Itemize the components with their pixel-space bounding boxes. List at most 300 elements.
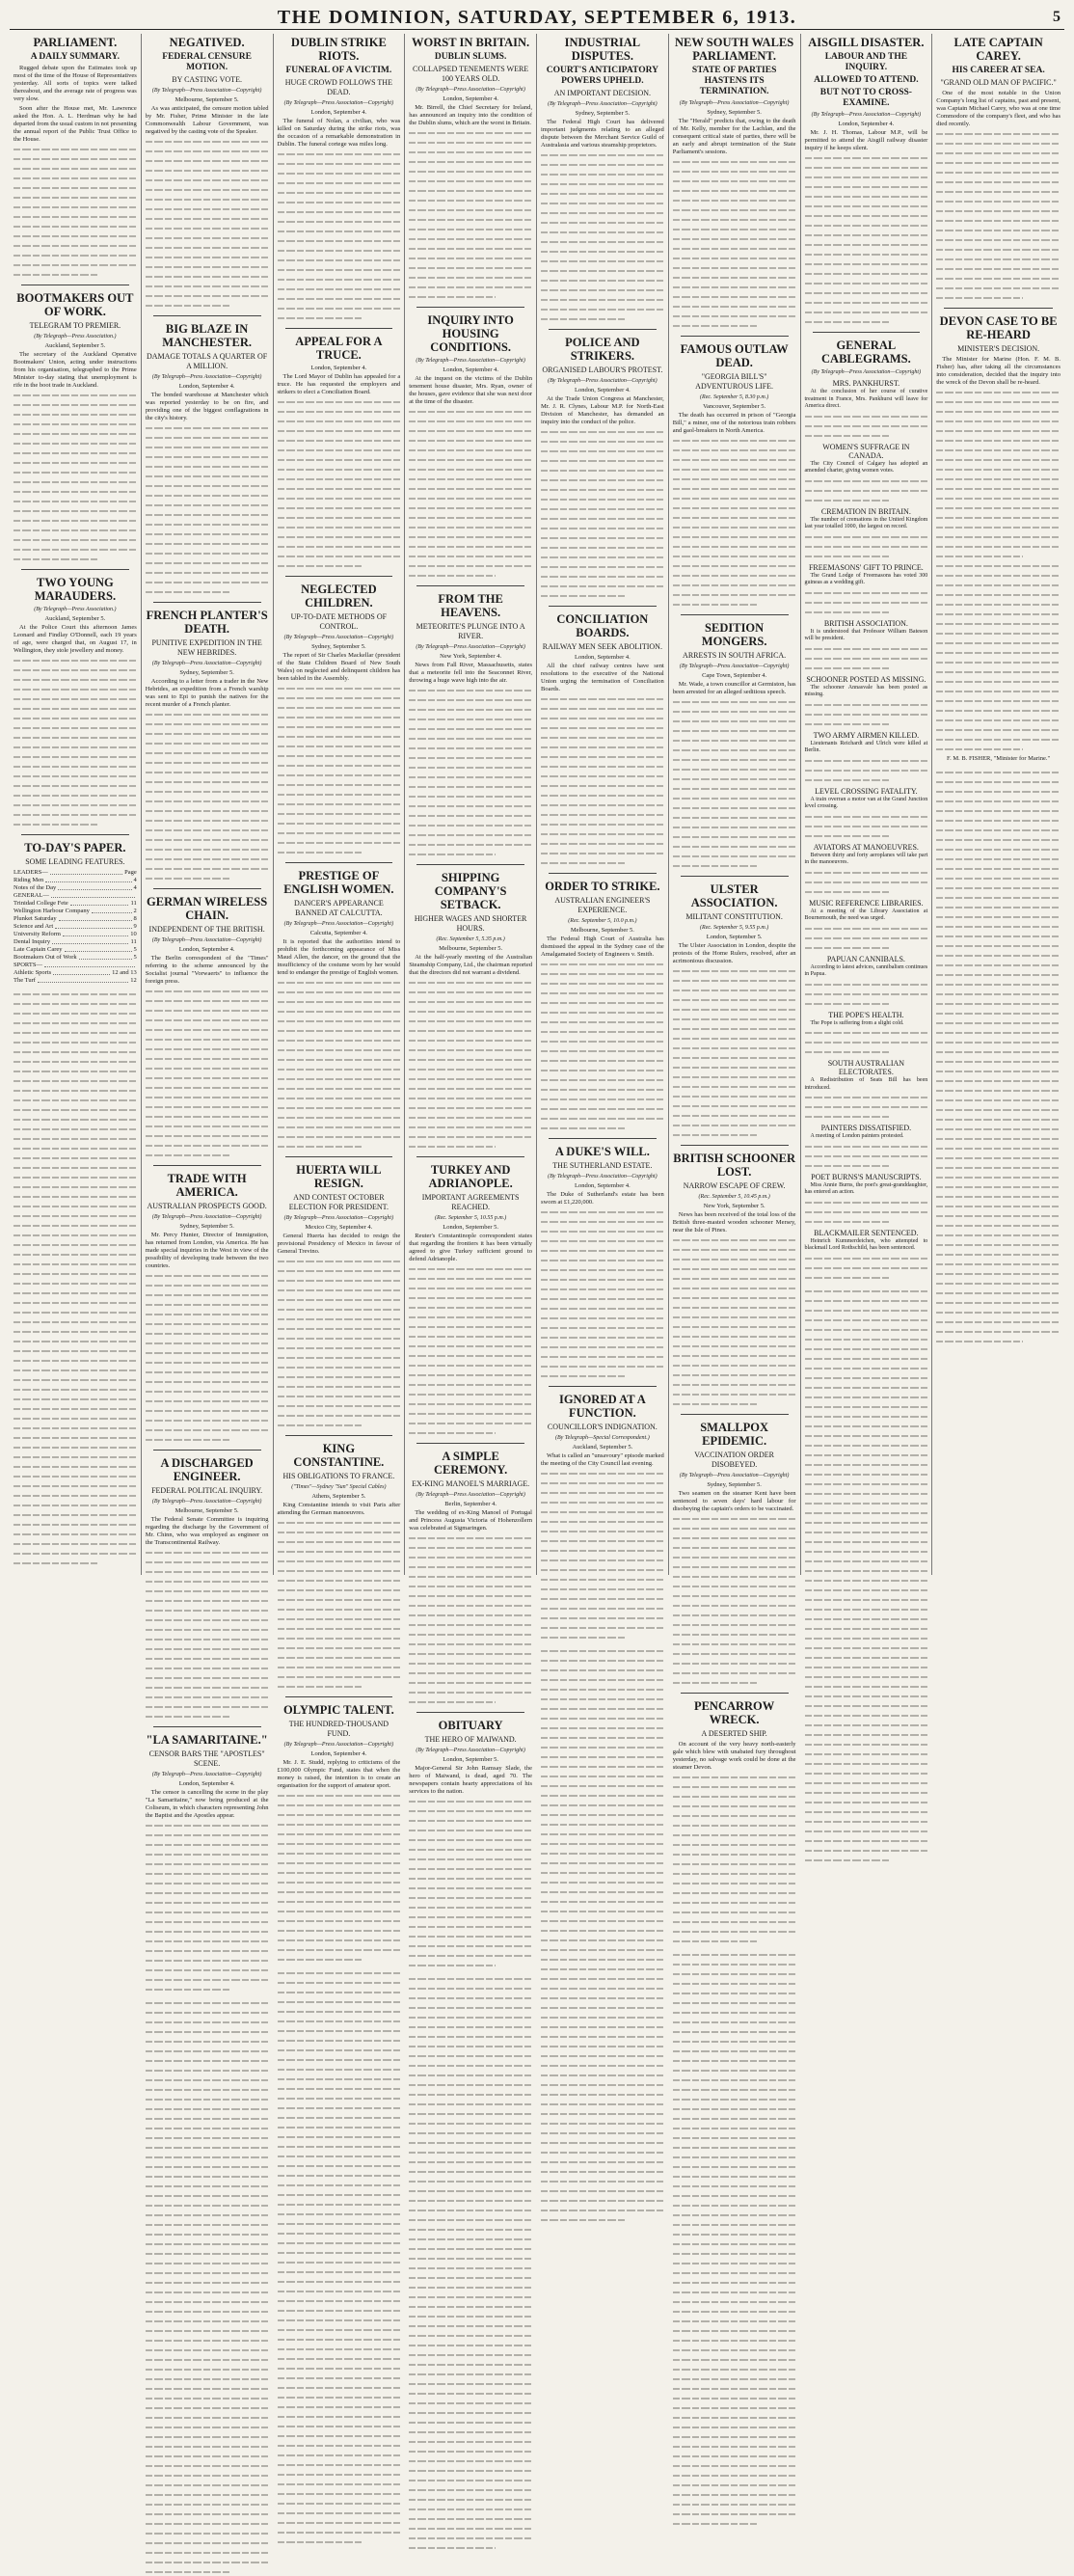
index-row (13, 892, 137, 900)
article-text-line (409, 1342, 532, 1350)
article-text-line (673, 2356, 796, 2364)
article-text-line (13, 811, 137, 819)
article-text-line (409, 706, 532, 714)
article-text-line (13, 676, 137, 684)
article (673, 36, 796, 330)
article-text-line (146, 1597, 269, 1605)
article-text-line (13, 546, 137, 554)
cable-text-line (805, 990, 928, 998)
article-text-line (146, 2125, 269, 2132)
section-divider (153, 1450, 261, 1451)
index-row (13, 884, 137, 892)
article-text-line (278, 2481, 401, 2488)
article-deck: ORGANISED LABOUR'S PROTEST. (542, 366, 663, 374)
article-text-line (278, 1664, 401, 1671)
article-text-line (805, 1779, 928, 1787)
article-text-line (673, 795, 796, 802)
cable-text: The schooner Annasvale has been posted as missing. (804, 684, 928, 697)
article-text-line (409, 793, 532, 800)
article-text-line (146, 1831, 269, 1839)
column-5 (537, 34, 669, 1575)
article-text-line (146, 2385, 269, 2393)
article-text-line (146, 473, 269, 480)
index-item: Late Captain Carey (13, 946, 63, 953)
cable-text-line (805, 487, 928, 495)
article-text-line (409, 1994, 532, 2002)
article-text-line (278, 1635, 401, 1642)
article-text-line (146, 1055, 269, 1063)
section-divider (153, 888, 261, 889)
article-text-line (409, 989, 532, 996)
article-dateline: Cape Town, September 4. (702, 672, 767, 679)
article-text-line (13, 184, 137, 192)
article-deck: DANCER'S APPEARANCE BANNED AT CALCUTTA. (293, 899, 384, 917)
article-text-line (673, 2028, 796, 2036)
article-text-line (146, 1282, 269, 1289)
article-text-line (805, 174, 928, 181)
article-text-line (541, 2187, 664, 2195)
article-text-line (13, 1482, 137, 1490)
article-headline: GERMAN WIRELESS CHAIN. (147, 895, 268, 922)
cable-text-line (805, 1199, 928, 1207)
article-text-line (805, 1673, 928, 1681)
article-text-line (541, 1927, 664, 1935)
article-text-line (146, 807, 269, 815)
article-text-line (805, 222, 928, 230)
article-text-line (278, 1615, 401, 1623)
article-text-line (673, 1938, 796, 1945)
article (409, 585, 532, 858)
article-text-line (673, 1131, 796, 1139)
article-text-line (805, 1712, 928, 1720)
article-text-line (13, 1492, 137, 1500)
article-text-line (146, 827, 269, 834)
article-text-line (13, 1164, 137, 1172)
cable-text-line (805, 888, 928, 896)
article-text-line (805, 1509, 928, 1517)
article-text-line (146, 2028, 269, 2036)
index-page: 9 (133, 923, 137, 930)
article-text-line (541, 1479, 664, 1487)
index-page: 4 (133, 877, 137, 883)
article-text-line (936, 466, 1061, 474)
article-text-line (13, 1396, 137, 1403)
article-text-line (409, 2293, 532, 2301)
article-text-line (936, 265, 1061, 273)
article-text-line (541, 1528, 664, 1535)
article-text-line (541, 1888, 664, 1896)
cable-subheading: PAPUAN CANNIBALS. (826, 954, 905, 963)
article-deck: TELEGRAM TO PREMIER. (29, 321, 121, 330)
article-credit: (By Telegraph—Press Association—Copyright) (416, 1492, 525, 1498)
article-text-line (409, 1836, 532, 1844)
section-divider (681, 336, 789, 337)
cable-text-line (805, 1218, 928, 1226)
article-text-line (673, 1400, 796, 1408)
index-item: Riding Men (13, 877, 44, 883)
article-text-line (409, 2486, 532, 2494)
article-text-line (541, 2014, 664, 2021)
article-text-line (409, 2525, 532, 2533)
article-dateline: New York, September 5. (703, 1203, 765, 1209)
article-text-line (409, 1975, 532, 1983)
article-text-line (805, 154, 928, 162)
article-text-line (805, 1538, 928, 1546)
index-item: Wellington Harbour Company (13, 908, 90, 914)
article-text-line (146, 1976, 269, 1984)
article-text-line (278, 2182, 401, 2189)
article-text-line (541, 999, 664, 1007)
section-divider (416, 864, 524, 865)
article-text-line (673, 2086, 796, 2094)
article-text-line (409, 2207, 532, 2214)
article-text-line (805, 1307, 928, 1315)
article-text-line (936, 227, 1061, 234)
article-text-line (409, 1066, 532, 1073)
article-text-line (278, 1287, 401, 1294)
article-text-line (278, 1383, 401, 1391)
article-text-line (278, 1056, 401, 1064)
article-text-line (805, 1403, 928, 1411)
article-text-line (278, 1879, 401, 1886)
section-divider (416, 1443, 524, 1444)
column-continuation (673, 1951, 796, 2528)
article-text-line (146, 1272, 269, 1280)
article-text-line (278, 150, 401, 158)
article-text-line (409, 1265, 532, 1273)
article-headline: TO-DAY'S PAPER. (24, 841, 126, 854)
index-leader (55, 923, 131, 929)
article-text-line (146, 2057, 269, 2065)
index-item: Athletic Sports (13, 969, 52, 976)
article-text-line (936, 678, 1061, 686)
article-text-line (146, 2298, 269, 2306)
article-deck: THE HERO OF MAIWAND. (424, 1735, 517, 1744)
article-text-line (541, 1276, 664, 1284)
article-text-line (673, 775, 796, 783)
article-text-line (409, 1275, 532, 1283)
article-signature: F. M. B. FISHER, "Minister for Marine." (947, 755, 1051, 762)
article-text-line (805, 1586, 928, 1594)
article-text-line (146, 836, 269, 844)
cable-text-line (805, 553, 928, 560)
article-text-line (805, 1577, 928, 1585)
cable-text: The Pope is suffering from a slight cold. (810, 1019, 904, 1026)
index-item: SPORTS— (13, 962, 42, 968)
article-text-line (409, 139, 532, 147)
article-text-line (541, 1372, 664, 1380)
article-text-line (13, 686, 137, 693)
index-row (13, 931, 137, 938)
article-text-line (146, 2202, 269, 2210)
article-text-line (278, 2432, 401, 2440)
article-text-line (673, 2289, 796, 2296)
article-text-line (146, 1636, 269, 1643)
article-text-line (13, 165, 137, 173)
article-text-line (805, 231, 928, 239)
article-text-line (673, 2462, 796, 2470)
article-text-line (409, 129, 532, 137)
article-text-line (409, 475, 532, 483)
article-text-line (13, 213, 137, 221)
article-text-line (541, 1595, 664, 1603)
article-text-line (278, 2317, 401, 2324)
article-text-line (278, 1066, 401, 1073)
article-text-line (541, 190, 664, 198)
article (673, 876, 796, 1139)
article-text-line (409, 716, 532, 723)
article (13, 36, 137, 279)
article-credit: (Rec. September 5, 9.55 p.m.) (700, 925, 769, 931)
article-text-line (409, 1017, 532, 1025)
cable-text-line (805, 767, 928, 774)
article-credit: (By Telegraph—Press Association—Copyright) (548, 101, 658, 107)
article-text-line (936, 495, 1061, 502)
article-text-line (673, 2125, 796, 2132)
article-text-line (541, 2072, 664, 2079)
article-text-line (146, 2183, 269, 2190)
section-divider (549, 1386, 657, 1387)
article-text-line (278, 2384, 401, 2392)
article-text-line (673, 1870, 796, 1878)
article-text-line (278, 2230, 401, 2237)
article-text-line (541, 2062, 664, 2070)
article-text-line (146, 1947, 269, 1955)
section-divider (285, 1435, 393, 1436)
article-subheadline: FEDERAL CENSURE MOTION. (162, 52, 252, 72)
article-text-line (673, 737, 796, 745)
article-text-line (541, 1647, 664, 1655)
article-text-line (805, 1558, 928, 1565)
article-paragraph: On account of the very heavy north-easterly gale which blew with unabated fury throughout yesterday, no salvage work could be done at the steamer Devon. (672, 1741, 796, 1771)
article (673, 1414, 796, 1687)
article-text-line (146, 1986, 269, 1993)
article-text-line (13, 1502, 137, 1509)
article-text-line (541, 1869, 664, 1877)
section-divider (681, 1145, 789, 1146)
article (673, 614, 796, 870)
article-text-line (278, 829, 401, 837)
article-text-line (541, 534, 664, 542)
article-text-line (278, 733, 401, 741)
article-text-line (409, 2004, 532, 2012)
article-text-line (409, 1429, 532, 1437)
article-text-line (409, 2014, 532, 2021)
article-text-line (541, 592, 664, 600)
article-text-line (146, 444, 269, 451)
article-text-line (13, 252, 137, 259)
index-row (13, 969, 137, 977)
article-text-line (673, 235, 796, 243)
article-text-line (146, 540, 269, 548)
article-text-line (673, 437, 796, 445)
article-text-line (936, 1193, 1061, 1201)
article-headline: SEDITION MONGERS. (701, 621, 767, 648)
article-text-line (278, 1596, 401, 1604)
article-text-line (673, 766, 796, 773)
article-text-line (409, 1612, 532, 1619)
article-text-line (409, 1104, 532, 1112)
article-text-line (541, 1715, 664, 1722)
index-page: 12 and 13 (112, 969, 137, 976)
article (673, 1145, 796, 1408)
article-text-line (278, 447, 401, 454)
article-text-line (13, 517, 137, 525)
article-deck: THE SUTHERLAND ESTATE. (552, 1161, 653, 1170)
article-text-line (278, 2143, 401, 2151)
article-text-line (278, 704, 401, 712)
article-text-line (278, 2085, 401, 2093)
article-paragraph: The Ulster Association in London, despite the protests of the Home Rulers, resolved, after an acrimonious discussion. (672, 942, 796, 964)
article-text-line (673, 1990, 796, 1997)
article-text-line (409, 2062, 532, 2070)
column-4 (405, 34, 537, 1795)
article (936, 36, 1061, 302)
article-text-line (278, 2413, 401, 2421)
article-deck: INDEPENDENT OF THE BRITISH. (148, 925, 265, 934)
article-text-line (936, 620, 1061, 628)
article-text-line (146, 2096, 269, 2103)
article-text-line (13, 459, 137, 467)
article-dateline: London, September 4. (178, 383, 235, 390)
article-text-line (409, 1846, 532, 1854)
article-text-line (146, 530, 269, 538)
article-text-line (13, 1289, 137, 1297)
column-8 (932, 34, 1064, 1575)
article-text-line (673, 562, 796, 570)
article-text-line (805, 260, 928, 268)
article-text-line (278, 485, 401, 493)
article-text-line (541, 306, 664, 313)
article-text-line (278, 1989, 401, 1996)
article (278, 328, 401, 570)
article-text-line (146, 2356, 269, 2364)
article-text-line (278, 2191, 401, 2199)
article-text-line (673, 475, 796, 483)
article-text-line (673, 2520, 796, 2528)
article-text-line (805, 1731, 928, 1739)
article (278, 1156, 401, 1429)
article-text-line (146, 778, 269, 786)
article-text-line (673, 2250, 796, 2258)
article-text-line (409, 1885, 532, 1892)
article-text-line (278, 398, 401, 406)
article-text-line (13, 1328, 137, 1336)
index-leader (63, 931, 128, 936)
cable-subheading: WOMEN'S SUFFRAGE IN CANADA. (822, 442, 910, 460)
article-credit: (Rec. September 5, 10.55 p.m.) (435, 1215, 507, 1221)
article (13, 569, 137, 828)
article-text-line (673, 708, 796, 716)
article-text-line (541, 1499, 664, 1506)
article-credit: (By Telegraph—Press Association.) (34, 334, 117, 339)
article-text-line (673, 1006, 796, 1014)
article-text-line (805, 1615, 928, 1623)
cable-text-line (805, 1113, 928, 1121)
article (278, 1435, 401, 1691)
article-text-line (13, 1019, 137, 1027)
article-text-line (936, 514, 1061, 522)
article-text-line (936, 140, 1061, 148)
article-text-line (278, 694, 401, 702)
article-subheadline: BUT NOT TO CROSS-EXAMINE. (819, 88, 912, 108)
article-paragraph: The Federal Senate Committee is inquiring regarding the discharge by the Government of Mr. Chinn, who was employed as engineer on the Transcontinental Railway. (145, 1516, 269, 1546)
index-leader (38, 977, 128, 983)
article-text-line (146, 788, 269, 796)
article-text-line (13, 1521, 137, 1529)
article-text-line (13, 1434, 137, 1442)
article-text-line (13, 1222, 137, 1230)
cable-text-line (805, 1000, 928, 1008)
cable-text-line (805, 645, 928, 653)
cable-text-line (805, 925, 928, 933)
article-text-line (278, 1344, 401, 1352)
article-text-line (409, 226, 532, 233)
article-text-line (805, 1683, 928, 1691)
article-text-line (673, 1961, 796, 1968)
article-text-line (541, 2168, 664, 2176)
article-text-line (805, 1384, 928, 1392)
article-paragraph: Major-General Sir John Ramsay Slade, the hero of Maiwand, is dead, aged 70. The newspapers contain hearty appreciations of his services to the nation. (409, 1765, 532, 1795)
article-text-line (936, 543, 1061, 551)
article-text-line (146, 2337, 269, 2345)
section-divider (416, 585, 524, 586)
article-text-line (146, 1889, 269, 1897)
article (146, 315, 269, 596)
article-credit: (Rec. September 5, 10.45 p.m.) (698, 1194, 770, 1200)
cable-subheading: SOUTH AUSTRALIAN ELECTORATES. (827, 1059, 905, 1076)
article-text-line (13, 734, 137, 742)
article-text-line (673, 2318, 796, 2325)
article-text-line (673, 495, 796, 502)
article-text-line (541, 1792, 664, 1800)
article-text-line (409, 197, 532, 204)
article-dateline: London, September 4. (178, 946, 235, 953)
article-text-line (146, 846, 269, 854)
article-text-line (673, 1525, 796, 1532)
article-text-line (409, 2428, 532, 2436)
article-text-line (936, 865, 1061, 873)
index-item: Plunket Saturday (13, 915, 57, 922)
article-text-line (541, 734, 664, 742)
cable-text-line (805, 944, 928, 952)
article-text-line (409, 979, 532, 987)
article-text-line (673, 2443, 796, 2451)
article-text-line (673, 255, 796, 262)
article (936, 308, 1061, 763)
article-text-line (541, 695, 664, 703)
article-text-line (13, 1251, 137, 1259)
article-text-line (409, 1583, 532, 1590)
article (13, 285, 137, 563)
article-text-line (673, 177, 796, 185)
article-text-line (805, 1837, 928, 1845)
article-text-line (146, 1311, 269, 1318)
article-text-line (541, 238, 664, 246)
article-text-line (541, 1257, 664, 1264)
article-text-line (13, 753, 137, 761)
article-subheadline: FUNERAL OF A VICTIM. (285, 66, 392, 75)
article-text-line (541, 438, 664, 446)
article-text-line (541, 1208, 664, 1216)
article-text-line (409, 1894, 532, 1902)
article-text-line (673, 996, 796, 1004)
article-text-line (278, 1898, 401, 1906)
article-paragraph: Mr. Percy Hunter, Director of Immigration, has returned from London, via America. He has made special inquiries in the West in view of the possibility of developing trade between the two countries. (145, 1232, 269, 1269)
article-text-line (805, 183, 928, 191)
cable-text: Heinrich Kummerdeichen, who attempted to blackmail Lord Rothschild, has been sentenced. (804, 1237, 928, 1251)
article-text-line (541, 457, 664, 465)
